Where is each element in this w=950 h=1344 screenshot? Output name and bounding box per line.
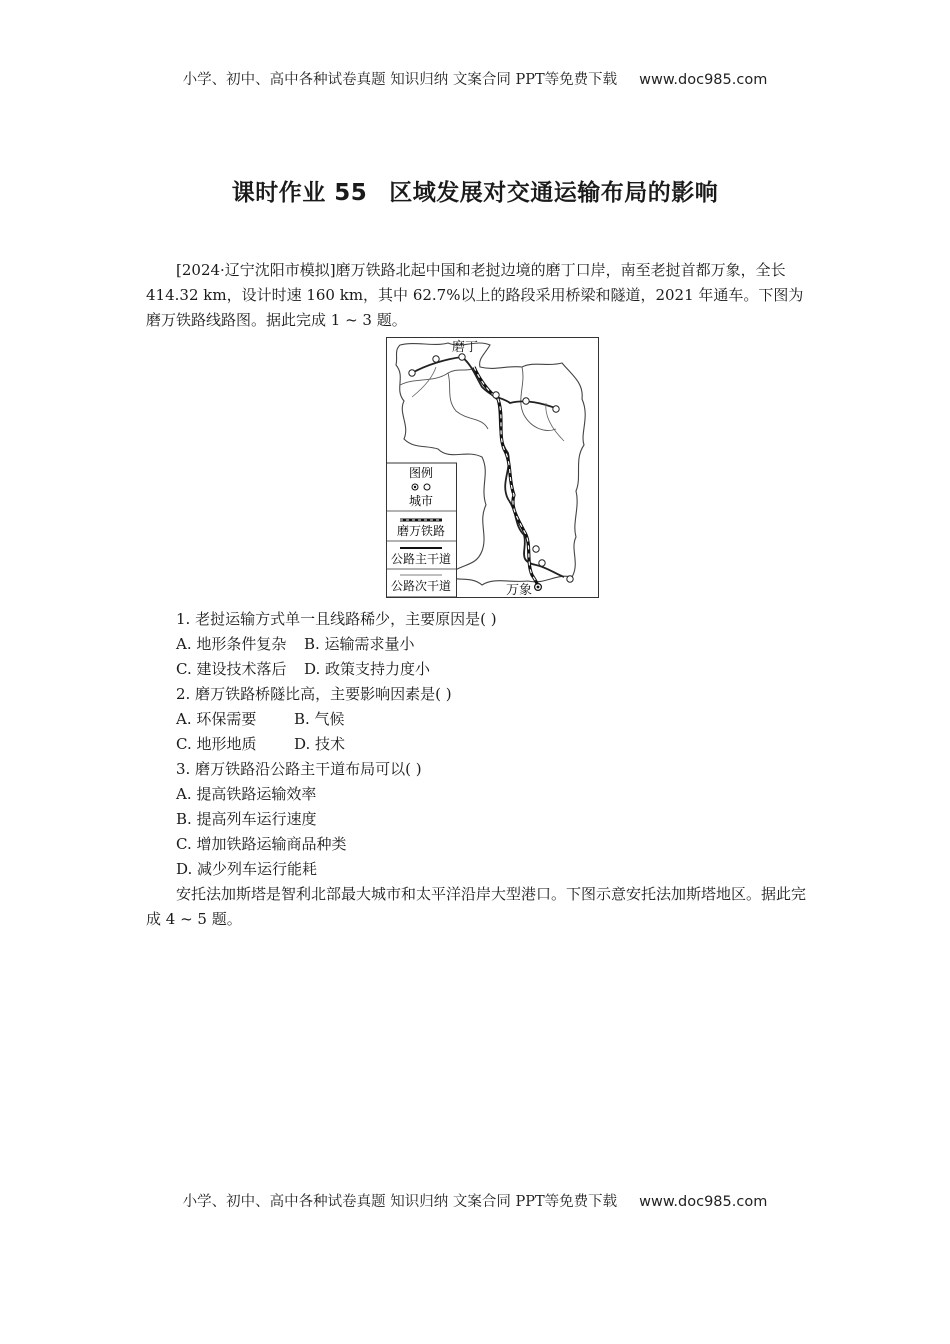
q1-option-a[interactable]: A. 地形条件复杂 — [176, 635, 287, 653]
question-3-stem: 3. 磨万铁路沿公路主干道布局可以( ) — [176, 760, 422, 778]
city-marker — [493, 392, 499, 398]
legend-city-icon — [424, 484, 430, 490]
title-lesson: 课时作业 55 — [231, 180, 368, 206]
city-marker — [523, 398, 529, 404]
city-marker — [409, 370, 415, 376]
city-marker — [553, 406, 559, 412]
q2-option-d[interactable]: D. 技术 — [294, 735, 346, 753]
q3-option-d[interactable]: D. 减少列车运行能耗 — [176, 860, 318, 878]
city-marker — [433, 356, 439, 362]
capital-marker-dot — [537, 586, 540, 589]
q2-option-b[interactable]: B. 气候 — [294, 710, 345, 728]
label-vientiane: 万象 — [506, 583, 533, 598]
question-1-stem: 1. 老挝运输方式单一且线路稀少，主要原因是( ) — [176, 610, 497, 628]
q1-option-d[interactable]: D. 政策支持力度小 — [304, 660, 431, 678]
q1-option-b[interactable]: B. 运输需求量小 — [304, 635, 415, 653]
title-topic: 区域发展对交通运输布局的影响 — [389, 180, 719, 206]
q3-option-b[interactable]: B. 提高列车运行速度 — [176, 810, 317, 828]
city-marker — [567, 576, 573, 582]
q2-option-c[interactable]: C. 地形地质 — [176, 735, 257, 753]
question-list — [176, 607, 776, 882]
page-header — [0, 68, 950, 89]
header-text: 小学、初中、高中各种试卷真题 知识归纳 文案合同 PPT等免费下载 — [182, 72, 618, 88]
q1-option-c[interactable]: C. 建设技术落后 — [176, 660, 287, 678]
legend-city: 城市 — [408, 494, 434, 508]
page-title — [0, 174, 950, 207]
question-2-options-row-2 — [176, 732, 776, 757]
legend-title: 图例 — [408, 466, 434, 480]
q3-option-a[interactable]: A. 提高铁路运输效率 — [176, 785, 317, 803]
legend-railway: 磨万铁路 — [396, 524, 446, 538]
question-1-options-row-1 — [176, 632, 776, 657]
intro-paragraph: [2024·辽宁沈阳市模拟]磨万铁路北起中国和老挝边境的磨丁口岸，南至老挝首都万象，全长 414.32 km，设计时速 160 km，其中 62.7%以上的路段采用桥梁和隧道，2021 年通车。下图为磨万铁路线路图。据此完成 1 ~ 3 题。 — [146, 261, 804, 329]
label-moding: 磨丁 — [452, 340, 479, 355]
q2-option-a[interactable]: A. 环保需要 — [176, 710, 257, 728]
page-footer — [0, 1190, 950, 1211]
question-2-stem: 2. 磨万铁路桥隧比高，主要影响因素是( ) — [176, 685, 452, 703]
legend-secondary-road: 公路次干道 — [390, 579, 452, 593]
intro-paragraph-2: 安托法加斯塔是智利北部最大城市和太平洋沿岸大型港口。下图示意安托法加斯塔地区。据此完成 4 ~ 5 题。 — [146, 885, 807, 928]
header-url[interactable]: www.doc985.com — [639, 72, 768, 88]
footer-url[interactable]: www.doc985.com — [639, 1194, 768, 1210]
city-marker — [539, 560, 545, 566]
railway-map — [386, 337, 599, 598]
city-marker — [533, 546, 539, 552]
railway-map-graphic — [386, 337, 599, 598]
legend-main-road: 公路主干道 — [390, 552, 452, 566]
q3-option-c[interactable]: C. 增加铁路运输商品种类 — [176, 835, 347, 853]
footer-text: 小学、初中、高中各种试卷真题 知识归纳 文案合同 PPT等免费下载 — [182, 1194, 618, 1210]
question-2-options-row-1 — [176, 707, 776, 732]
question-1-options-row-2 — [176, 657, 776, 682]
